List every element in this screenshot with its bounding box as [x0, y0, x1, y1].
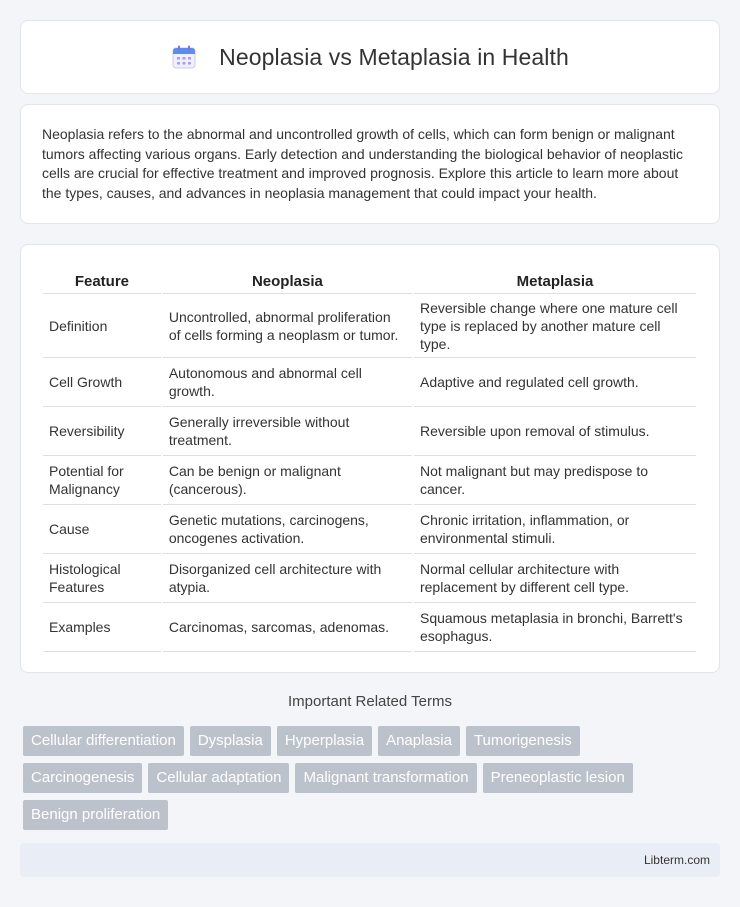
table-cell: Examples — [43, 603, 161, 652]
calendar-icon — [171, 44, 197, 70]
table-row — [43, 407, 696, 456]
footer-site-link[interactable]: Libterm.com — [643, 853, 710, 867]
table-cell: Carcinomas, sarcomas, adenomas. — [163, 603, 412, 652]
related-terms-title: Important Related Terms — [288, 693, 452, 710]
table-row — [43, 603, 696, 652]
tag-malignant-transformation[interactable]: Malignant transformation — [295, 763, 476, 793]
table-cell: Can be benign or malignant (cancerous). — [163, 456, 412, 505]
header-card — [20, 20, 720, 94]
table-cell: Reversibility — [43, 407, 161, 456]
table-row — [43, 294, 696, 358]
table-cell: Autonomous and abnormal cell growth. — [163, 358, 412, 407]
table-cell: Definition — [43, 294, 161, 358]
intro-text: Neoplasia refers to the abnormal and uncontrolled growth of cells, which can form benign or malignant tumors affecting various organs. Early detection and understanding the biological behavior of neoplastic cells are crucial for effective treatment and improved prognosis. Explore this article to learn more about the types, causes, and advances in neoplasia management that could impact your health. — [42, 126, 684, 201]
table-header: Neoplasia — [163, 263, 412, 294]
tag-preneoplastic-lesion[interactable]: Preneoplastic lesion — [483, 763, 633, 793]
table-cell: Chronic irritation, inflammation, or environmental stimuli. — [414, 505, 696, 554]
tag-tumorigenesis[interactable]: Tumorigenesis — [466, 726, 580, 756]
comparison-table — [41, 263, 698, 652]
footer — [20, 843, 720, 877]
table-cell: Histological Features — [43, 554, 161, 603]
tag-hyperplasia[interactable]: Hyperplasia — [277, 726, 372, 756]
related-terms-list — [23, 726, 703, 837]
table-cell: Reversible upon removal of stimulus. — [414, 407, 696, 456]
table-cell: Uncontrolled, abnormal proliferation of cells forming a neoplasm or tumor. — [163, 294, 412, 358]
intro-card — [20, 104, 720, 224]
page-title: Neoplasia vs Metaplasia in Health — [219, 43, 569, 70]
tag-cellular-differentiation[interactable]: Cellular differentiation — [23, 726, 184, 756]
tag-anaplasia[interactable]: Anaplasia — [378, 726, 460, 756]
table-row — [43, 554, 696, 603]
comparison-table-card — [20, 244, 720, 673]
table-cell: Disorganized cell architecture with atypia. — [163, 554, 412, 603]
table-cell: Squamous metaplasia in bronchi, Barrett's esophagus. — [414, 603, 696, 652]
table-row — [43, 358, 696, 407]
tag-cellular-adaptation[interactable]: Cellular adaptation — [148, 763, 289, 793]
table-cell: Reversible change where one mature cell type is replaced by another mature cell type. — [414, 294, 696, 358]
tag-dysplasia[interactable]: Dysplasia — [190, 726, 271, 756]
table-header: Metaplasia — [414, 263, 696, 294]
table-cell: Cell Growth — [43, 358, 161, 407]
table-cell: Not malignant but may predispose to cancer. — [414, 456, 696, 505]
table-cell: Genetic mutations, carcinogens, oncogenes activation. — [163, 505, 412, 554]
table-cell: Generally irreversible without treatment. — [163, 407, 412, 456]
table-header-row — [43, 263, 696, 294]
table-row — [43, 456, 696, 505]
table-cell: Potential for Malignancy — [43, 456, 161, 505]
table-cell: Normal cellular architecture with replacement by different cell type. — [414, 554, 696, 603]
table-header: Feature — [43, 263, 161, 294]
tag-carcinogenesis[interactable]: Carcinogenesis — [23, 763, 142, 793]
table-row — [43, 505, 696, 554]
table-cell: Cause — [43, 505, 161, 554]
tag-benign-proliferation[interactable]: Benign proliferation — [23, 800, 168, 830]
table-cell: Adaptive and regulated cell growth. — [414, 358, 696, 407]
